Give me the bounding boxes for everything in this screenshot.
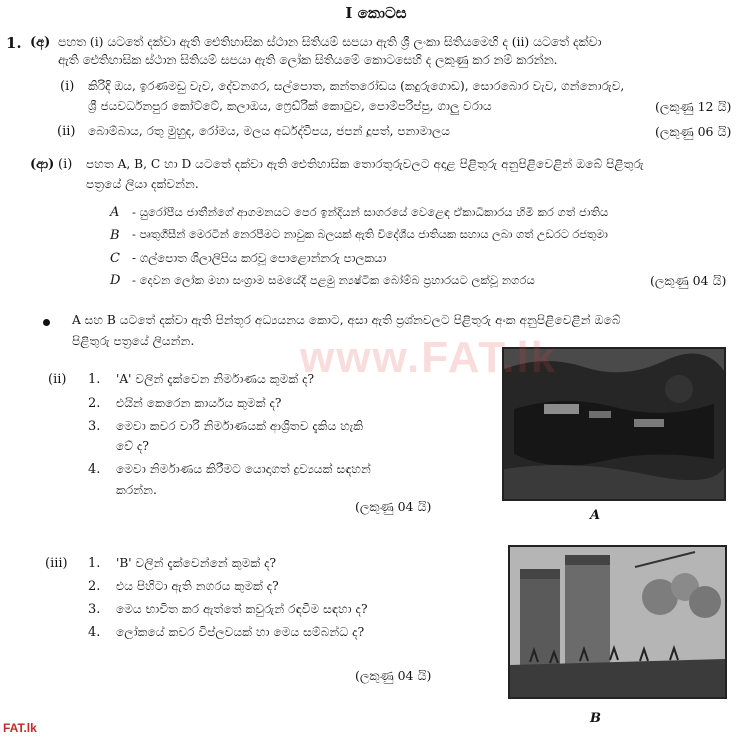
section-iii-marks: (ලකුණු 04 යි) <box>355 668 432 683</box>
section-iii-q4-number: 4. <box>88 625 101 640</box>
section-ii-q2-text: එයින් කෙරෙන කාර්යය කුමක් ද? <box>116 396 282 410</box>
part-b-item-c-key: C <box>110 251 120 266</box>
section-ii-q1-text: 'A' වලින් දැක්වෙන නිර්මාණය කුමක් ද? <box>116 372 315 386</box>
part-b-label: (ආ) <box>30 157 55 172</box>
part-b-intro-line1: පහත A, B, C හා D යටතේ දක්වා ඇති ඓතිහාසික තොරතුරුවලට අදාළ පිළිතුරු අනුපිළිවෙළින් ඔබේ පිළිතුරු <box>86 157 644 171</box>
section-iii-q2-text: එය පිහිටා ඇති නගරය කුමක් ද? <box>116 579 279 593</box>
part-a-item-ii-text: බොම්බාය, රතු මුහුද, රෝමය, මලය අර්ධද්වීපය, ජපන් දූපත්, පනාමාලය <box>88 124 450 138</box>
part-b-sub-i: (i) <box>58 157 73 172</box>
bullet-icon <box>43 319 50 326</box>
footer-brand: FAT.lk <box>3 721 37 735</box>
section-iii-q1-number: 1. <box>88 556 101 571</box>
part-b-item-b-key: B <box>110 228 120 243</box>
bullet-note-line1: A සහ B යටතේ දක්වා ඇති පින්තූර අධ්‍යයනය කොට, අසා ඇති ප්‍රශ්නවලට පිළිතුරු අංක අනුපිළිවෙළින් ඔබේ <box>72 313 621 327</box>
section-iii-q3-number: 3. <box>88 602 101 617</box>
part-b-items-marks: (ලකුණු 04 යි) <box>650 273 727 288</box>
part-b-item-a-text: - යුරෝපීය ජාතීන්ගේ ආගමනයට පෙර ඉන්දියන් සාගරයේ වෙළෙඳ ඒකාධිකාරය හිමි කර ගත් ජාතිය <box>132 205 609 219</box>
section-ii-q4-number: 4. <box>88 462 101 477</box>
bullet-note-line2: පිළිතුරු පත්‍රයේ ලියන්න. <box>72 334 195 348</box>
watermark: www.FAT.lk <box>300 333 558 382</box>
section-iii-q1-text: 'B' වලින් දැක්වෙන්නේ කුමක් ද? <box>116 556 277 570</box>
part-a-item-i-line1: කිරිදි ඔය, ඉරණමඩු වැව, දේවනගර, සල්පොත, කන්තරෝඩය (කදුරුගොඩ), සොරබොර වැව, ගන්නොරුව, <box>88 79 625 93</box>
part-a-item-i-number: (i) <box>60 79 75 94</box>
photo-a-caption: A <box>590 508 601 523</box>
section-ii-q3-text-cont: වේ ද? <box>116 439 149 453</box>
part-b-item-c-text: - ගල්පොත ශිලාලිපිය කරවූ පොළොන්නරු පාලකයා <box>132 251 387 265</box>
photo-b-illustration <box>510 547 725 697</box>
photo-b-caption: B <box>590 711 601 726</box>
part-b-item-d-key: D <box>110 273 121 288</box>
section-ii-marks: (ලකුණු 04 යි) <box>355 499 432 514</box>
section-ii-q4-text: මෙවා නිර්මාණය කිරීමට යොදාගත් ද්‍රව්‍යයක් සඳහන් <box>116 462 371 476</box>
part-a-item-ii-number: (ii) <box>57 124 76 139</box>
part-a-intro-line2: ඇති ඓතිහාසික ස්ථාන සිතියම් සපයා ඇති ලෝක සිතියමේ කොටසෙහි ද ලකුණු කර නම් කරන්න. <box>58 53 558 67</box>
section-ii-q1-number: 1. <box>88 372 101 387</box>
part-b-item-a-key: A <box>110 205 120 220</box>
part-a-intro-line1: පහත (i) යටතේ දක්වා ඇති ඓතිහාසික ස්ථාන සිතියම් සපයා ඇති ශ්‍රී ලංකා සිතියමෙහි ද (ii) යටතේ දක්වා <box>58 35 602 49</box>
section-iii-number: (iii) <box>45 556 68 571</box>
section-ii-number: (ii) <box>48 372 67 387</box>
section-iii-q2-number: 2. <box>88 579 101 594</box>
part-b-item-d-text: - දෙවන ලෝක මහා සංග්‍රාම සමයේදී පළමු න්‍යෂ්ටික බෝම්බ ප්‍රහාරයට ලක්වූ නගරය <box>132 273 535 287</box>
section-ii-q2-number: 2. <box>88 396 101 411</box>
part-a-item-i-line2: ශ්‍රී ජයවර්ධනපුර කෝට්ටේ, කලාඔය, ෆ්‍රෙඩ්රික් කොටුව, පොම්පරිප්පු, ගාලු වරාය <box>88 99 492 113</box>
section-iii-q3-text: මෙය භාවිත කර ඇත්තේ කවුරුන් රඳවීම සඳහා ද? <box>116 602 368 616</box>
section-ii-q3-number: 3. <box>88 419 101 434</box>
photo-b-bastille-illustration <box>508 545 727 699</box>
part-a-label: (අ) <box>30 35 51 50</box>
question-number: 1. <box>6 34 22 52</box>
section-iii-q4-text: ලෝකයේ කවර විප්ලවයක් හා මෙය සම්බන්ධ ද? <box>116 625 365 639</box>
part-b-item-b-text: - පෘතුගීසීන් මෙරටින් නෙරපීමට නාවුක බලයක් ඇති විදේශීය ජාතියක සහාය ලබා ගත් උඩරට රජතුමා <box>132 228 608 241</box>
section-ii-q4-text-cont: කරන්න. <box>116 483 157 497</box>
part-a-item-ii-marks: (ලකුණු 06 යි) <box>655 124 732 139</box>
part-b-intro-line2: පත්‍රයේ ලියා දක්වන්න. <box>86 177 199 191</box>
part-a-item-i-marks: (ලකුණු 12 යි) <box>655 99 732 114</box>
section-ii-q3-text: මෙවා කවර වාරි නිර්මාණයක් ආශ්‍රිතව දැකිය හැකි <box>116 419 364 433</box>
page-title: I කොටස <box>345 4 407 22</box>
